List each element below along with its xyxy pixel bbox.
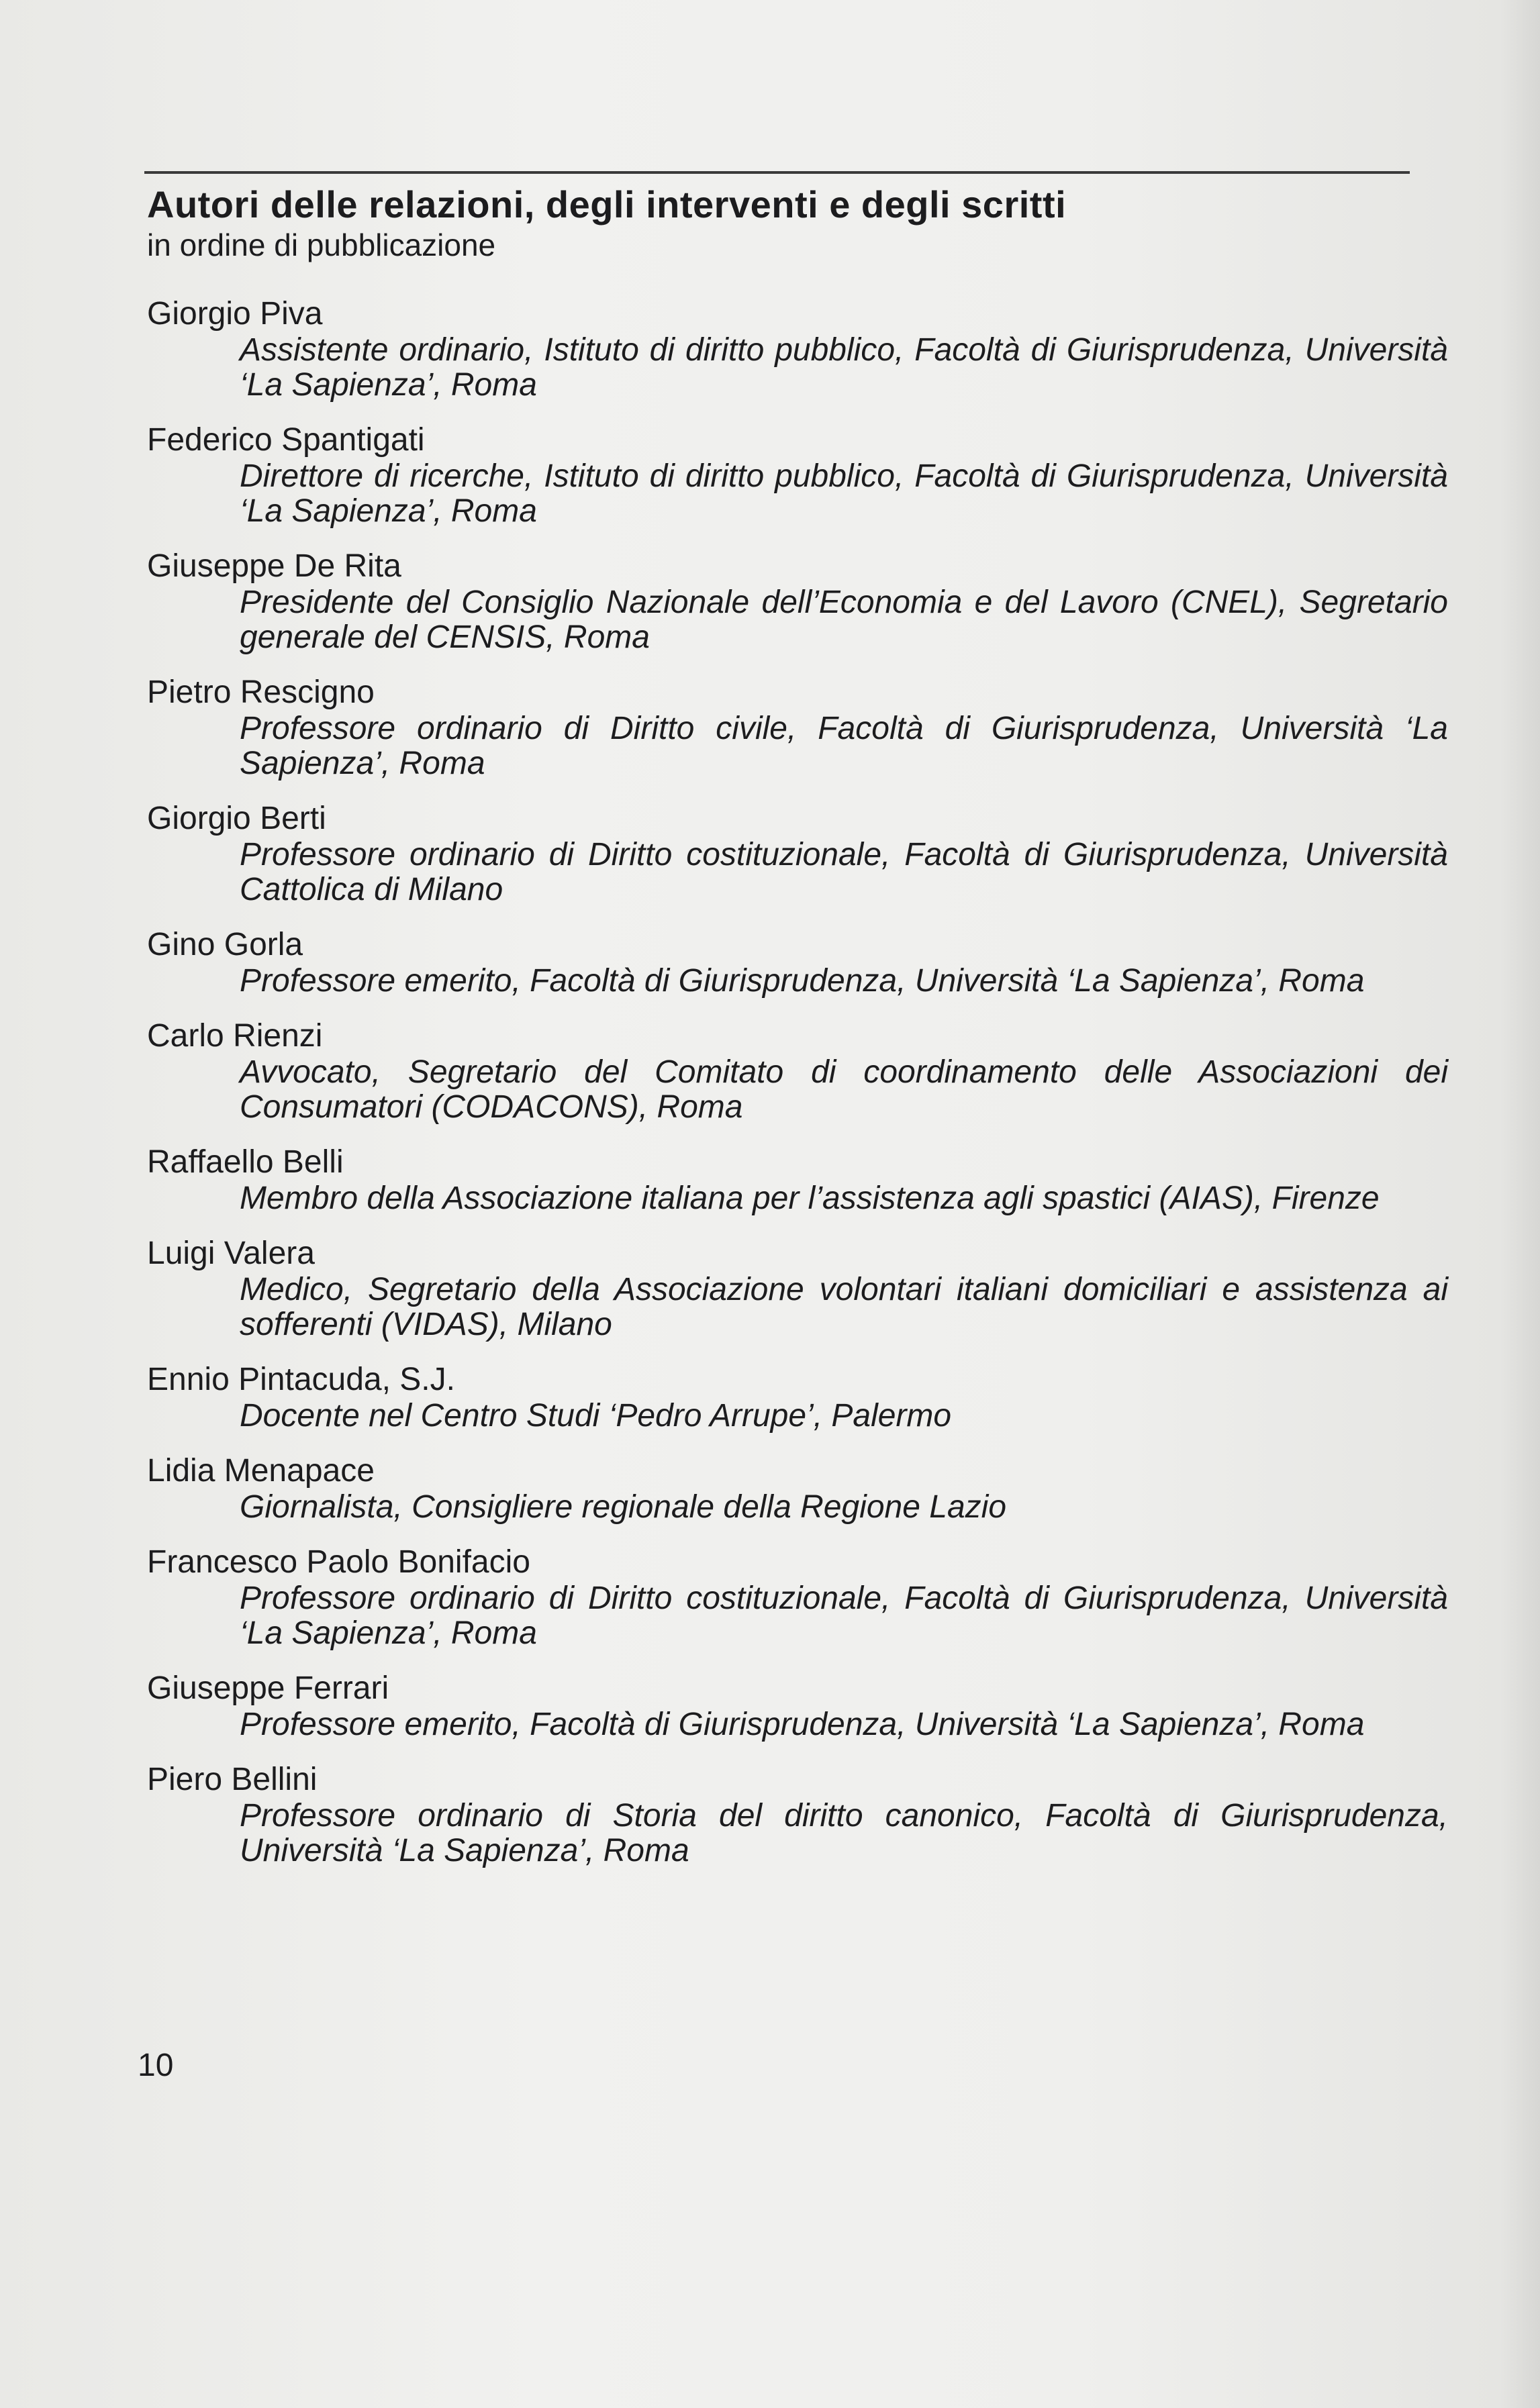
section-header <box>147 183 1066 264</box>
author-name: Raffaello Belli <box>147 1144 344 1180</box>
author-affiliation: Presidente del Consiglio Nazionale dell’Economia e del Lavoro (CNEL), Segretario generale del CENSIS, Roma <box>240 585 1448 655</box>
top-rule <box>144 171 1410 174</box>
author-affiliation: Professore ordinario di Diritto costituzionale, Facoltà di Giurisprudenza, Università ‘La Sapienza’, Roma <box>240 1581 1448 1651</box>
author-entry <box>147 295 1449 403</box>
author-entry <box>147 800 1449 907</box>
author-entry <box>147 674 1449 781</box>
author-entry <box>147 421 1449 529</box>
author-affiliation: Professore ordinario di Storia del diritto canonico, Facoltà di Giurisprudenza, Università ‘La Sapienza’, Roma <box>240 1798 1448 1868</box>
author-entry <box>147 1361 1449 1434</box>
author-name: Francesco Paolo Bonifacio <box>147 1544 530 1580</box>
author-name: Gino Gorla <box>147 927 303 962</box>
author-affiliation: Avvocato, Segretario del Comitato di coordinamento delle Associazioni dei Consumatori (CODACONS), Roma <box>240 1054 1448 1125</box>
author-affiliation: Professore emerito, Facoltà di Giurisprudenza, Università ‘La Sapienza’, Roma <box>240 963 1365 999</box>
section-title: Autori delle relazioni, degli interventi e degli scritti <box>147 183 1067 225</box>
author-affiliation: Professore ordinario di Diritto costituzionale, Facoltà di Giurisprudenza, Università Cattolica di Milano <box>240 837 1448 907</box>
section-subtitle: in ordine di pubblicazione <box>147 228 496 262</box>
author-name: Giorgio Piva <box>147 296 323 332</box>
author-affiliation: Assistente ordinario, Istituto di diritto pubblico, Facoltà di Giurisprudenza, Università ‘La Sapienza’, Roma <box>240 332 1448 403</box>
author-list <box>147 295 1449 1887</box>
author-affiliation: Medico, Segretario della Associazione volontari italiani domiciliari e assistenza ai sofferenti (VIDAS), Milano <box>240 1272 1448 1342</box>
author-name: Ennio Pintacuda, S.J. <box>147 1362 455 1397</box>
author-name: Lidia Menapace <box>147 1453 375 1489</box>
author-entry <box>147 926 1449 999</box>
author-name: Luigi Valera <box>147 1236 315 1271</box>
author-entry <box>147 548 1449 655</box>
author-name: Giuseppe Ferrari <box>147 1670 389 1706</box>
author-affiliation: Professore emerito, Facoltà di Giurisprudenza, Università ‘La Sapienza’, Roma <box>240 1707 1365 1742</box>
author-entry <box>147 1544 1449 1651</box>
author-entry <box>147 1761 1449 1868</box>
author-affiliation: Membro della Associazione italiana per l’assistenza agli spastici (AIAS), Firenze <box>240 1181 1380 1216</box>
author-entry <box>147 1235 1449 1342</box>
author-name: Giuseppe De Rita <box>147 548 401 584</box>
author-affiliation: Docente nel Centro Studi ‘Pedro Arrupe’, Palermo <box>240 1398 952 1434</box>
author-name: Pietro Rescigno <box>147 674 375 710</box>
page-number: 10 <box>138 2048 174 2083</box>
author-affiliation: Giornalista, Consigliere regionale della Regione Lazio <box>240 1489 1007 1525</box>
author-name: Carlo Rienzi <box>147 1018 323 1054</box>
author-entry <box>147 1452 1449 1525</box>
author-entry <box>147 1017 1449 1125</box>
author-name: Piero Bellini <box>147 1762 318 1797</box>
author-name: Federico Spantigati <box>147 422 425 458</box>
author-entry <box>147 1670 1449 1742</box>
author-affiliation: Professore ordinario di Diritto civile, Facoltà di Giurisprudenza, Università ‘La Sapienza’, Roma <box>240 711 1448 781</box>
author-name: Giorgio Berti <box>147 801 326 836</box>
author-affiliation: Direttore di ricerche, Istituto di diritto pubblico, Facoltà di Giurisprudenza, Università ‘La Sapienza’, Roma <box>240 458 1448 529</box>
author-entry <box>147 1144 1449 1216</box>
